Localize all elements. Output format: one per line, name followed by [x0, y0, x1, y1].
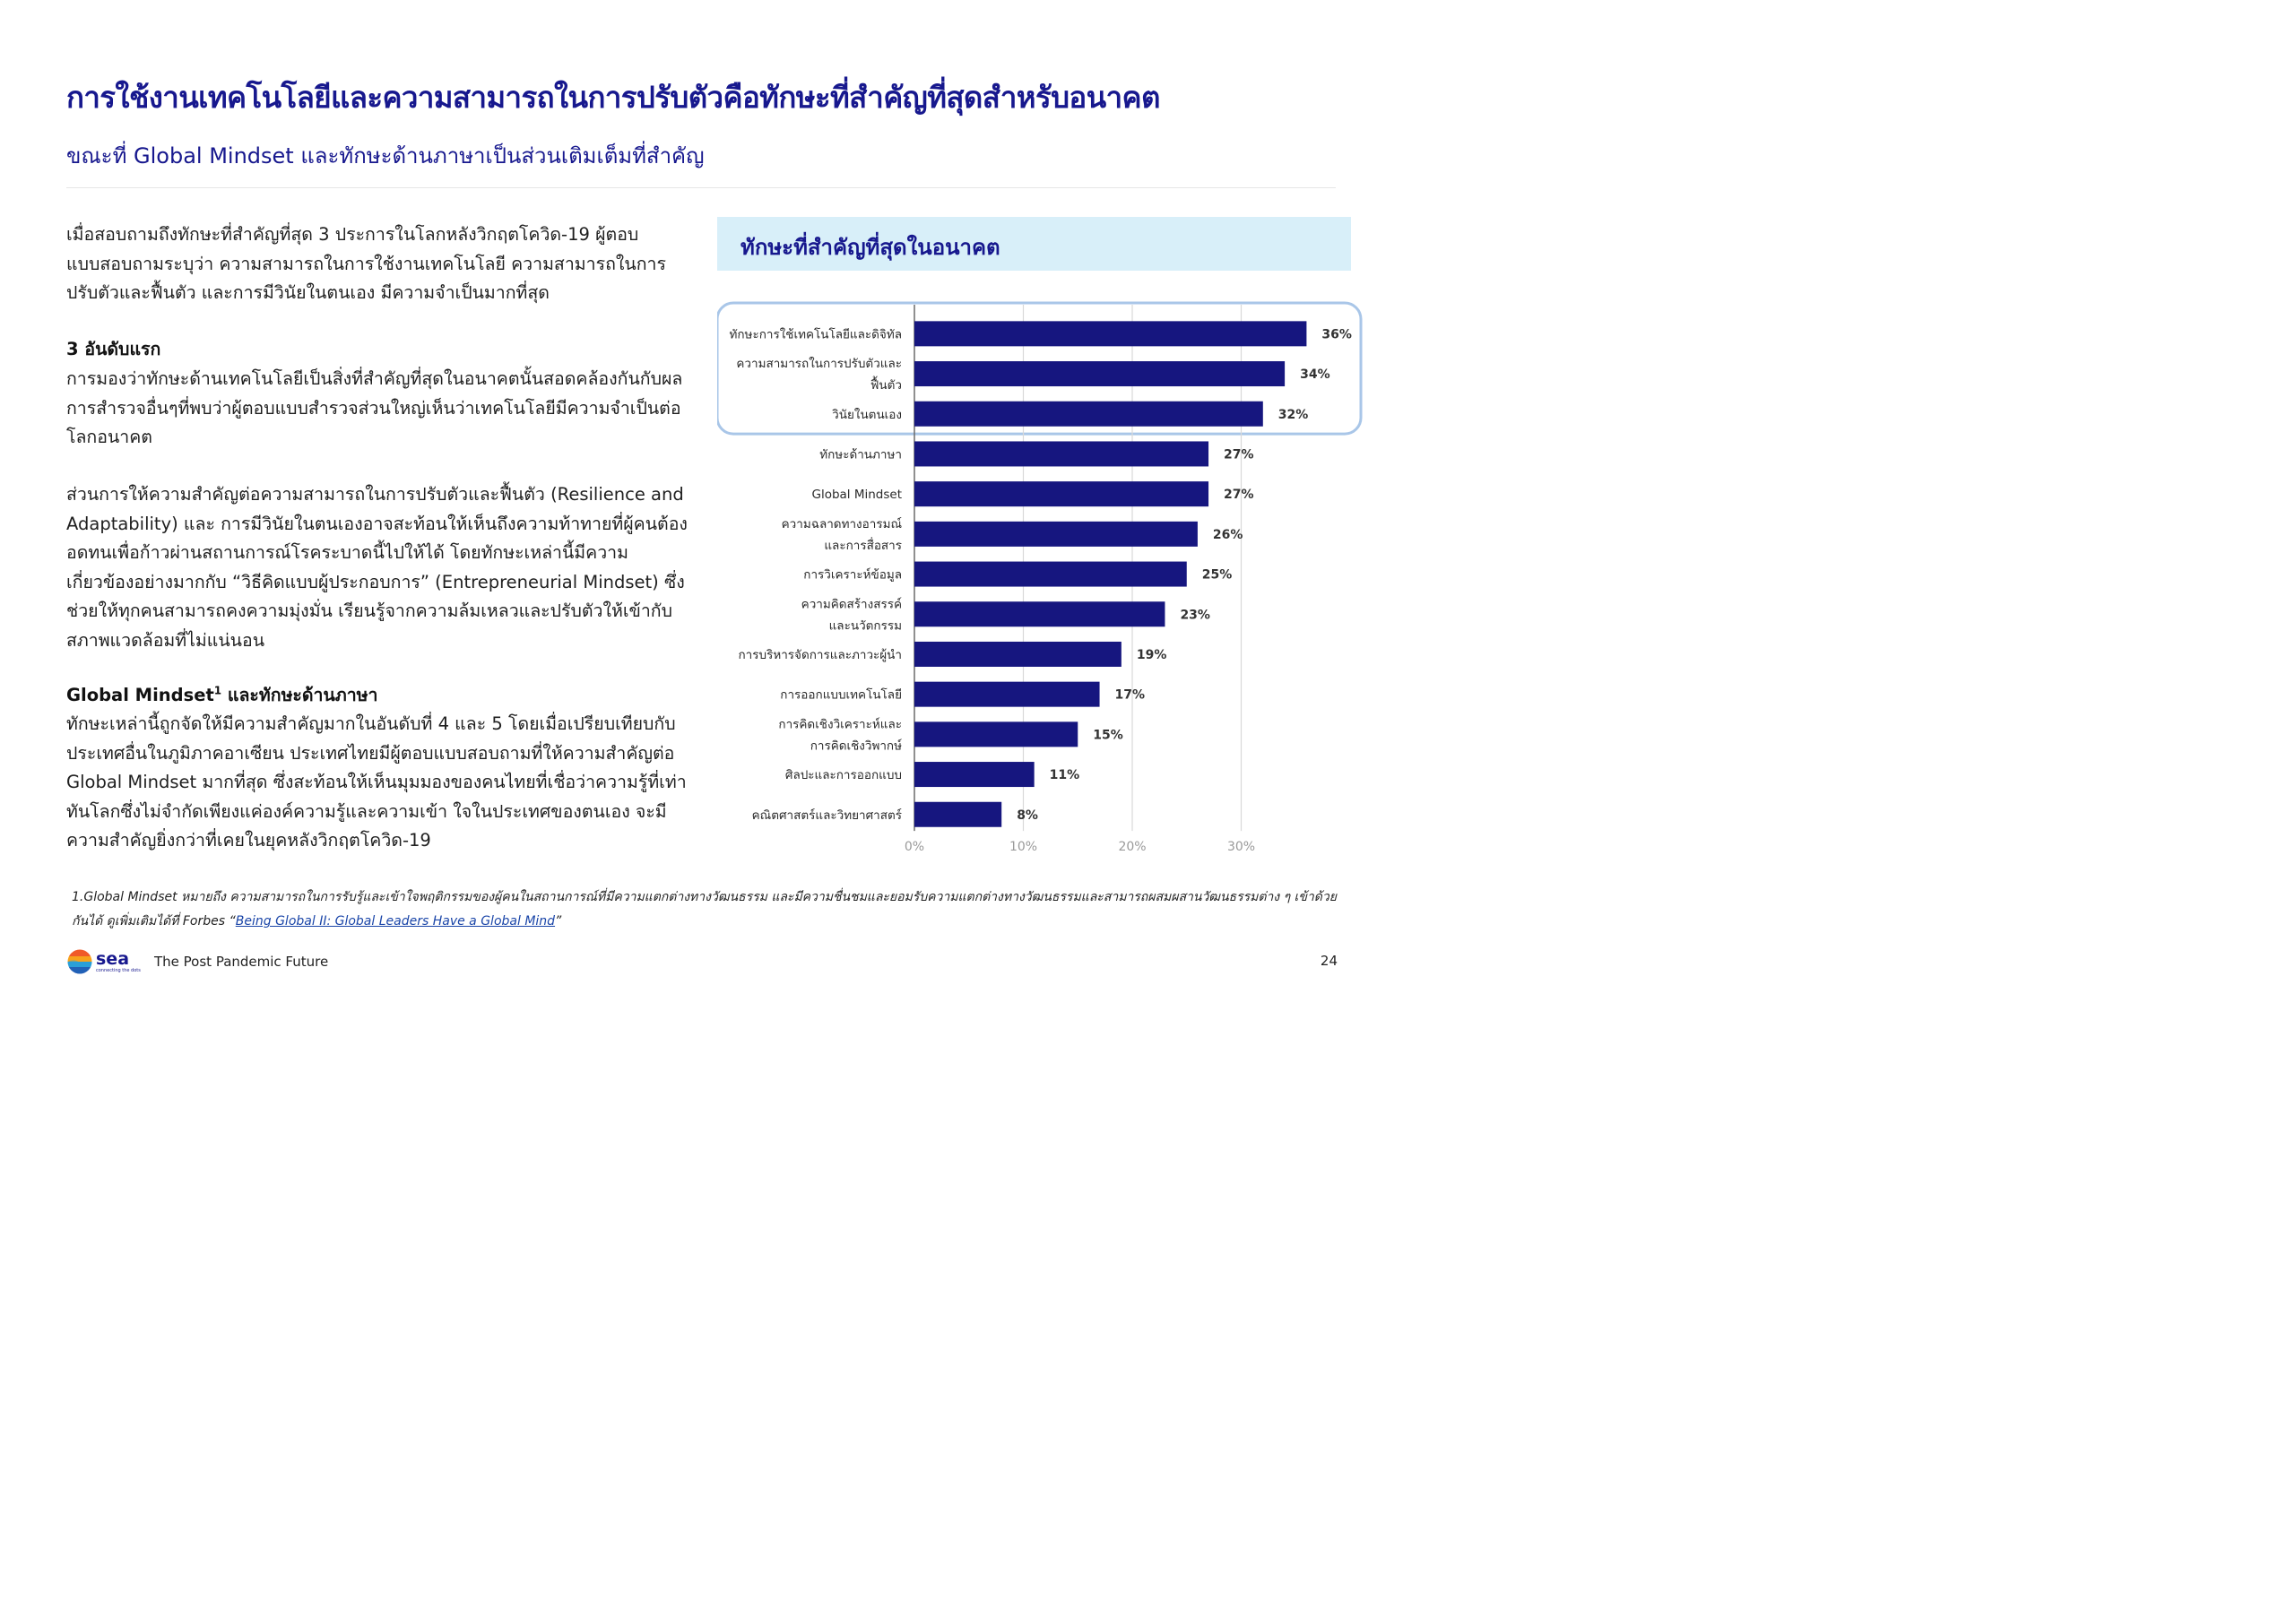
- bar: [914, 682, 1100, 707]
- global-mindset-heading: [66, 681, 377, 709]
- bar: [914, 601, 1165, 626]
- value-label: 27%: [1224, 447, 1254, 462]
- chart-header-box: [717, 217, 1351, 271]
- top3-paragraph: การมองว่าทักษะด้านเทคโนโลยีเป็นสิ่งที่สำคัญที่สุดในอนาคตนั้นสอดคล้องกันกับผลการสำรวจอื่นๆที่พบว่าผู้ตอบแบบสำรวจส่วนใหญ่เห็นว่าเทคโนโลยีมีความจำเป็นต่อโลกอนาคต: [66, 368, 683, 447]
- top3-heading: 3 อันดับแรก: [66, 339, 161, 359]
- x-tick-label: 0%: [904, 840, 925, 855]
- category-label: ความสามารถในการปรับตัวและ: [736, 357, 902, 372]
- footer-title: The Post Pandemic Future: [154, 954, 329, 970]
- bar: [914, 522, 1198, 547]
- footnote-marker: 1: [213, 684, 222, 697]
- bar: [914, 562, 1187, 587]
- category-label: ความคิดสร้างสรรค์: [801, 597, 902, 612]
- resilience-paragraph: ส่วนการให้ความสำคัญต่อความสามารถในการปรับตัวและฟื้นตัว (Resilience and Adaptability) และ การมีวินัยในตนเองอาจสะท้อนให้เห็นถึงความท้าทายที่ผู้คนต้องอดทนเพื่อก้าวผ่านสถานการณ์โรคระบาดนี้ไปให้ได้ โดยทักษะเหล่านี้มีความเกี่ยวข้องอย่างมากกับ “วิธีคิดแบบผู้ประกอบการ” (Entrepreneurial Mindset) ซึ่งช่วยให้ทุกคนสามารถคงความมุ่งมั่น เรียนรู้จากความล้มเหลวและปรับตัวให้เข้ากับสภาพแวดล้อมที่ไม่แน่นอน: [66, 484, 688, 651]
- value-label: 26%: [1212, 527, 1243, 542]
- x-tick-label: 30%: [1226, 840, 1256, 855]
- bar: [914, 642, 1122, 667]
- header-divider: [66, 187, 1336, 188]
- category-label: และการสื่อสาร: [824, 538, 902, 553]
- category-label: ทักษะการใช้เทคโนโลยีและดิจิทัล: [729, 327, 902, 342]
- value-label: 27%: [1224, 488, 1254, 503]
- chart-title: ทักษะที่สำคัญที่สุดในอนาคต: [740, 235, 1000, 260]
- page-title: การใช้งานเทคโนโลยีและความสามารถในการปรับตัวคือทักษะที่สำคัญที่สุดสำหรับอนาคต: [66, 80, 1160, 115]
- category-label: การออกแบบเทคโนโลยี: [780, 687, 902, 703]
- bar: [914, 361, 1285, 386]
- category-label: ศิลปะและการออกแบบ: [784, 768, 902, 783]
- category-label: ฟื้นตัว: [870, 378, 902, 393]
- value-label: 15%: [1093, 728, 1123, 743]
- category-label: การบริหารจัดการและภาวะผู้นำ: [738, 647, 902, 662]
- global-mindset-paragraph: ทักษะเหล่านี้ถูกจัดให้มีความสำคัญมากในอันดับที่ 4 และ 5 โดยเมื่อเปรียบเทียบกับประเทศอื่นในภูมิภาคอาเซียน ประเทศไทยมีผู้ตอบแบบสอบถามที่ให้ความสำคัญต่อ Global Mindset มากที่สุด ซึ่งสะท้อนให้เห็นมุมมองของคนไทยที่เชื่อว่าความรู้ที่เท่าทันโลกซึ่งไม่จำกัดเพียงแค่องค์ความรู้และความเข้า ใจในประเทศของตนเอง จะมีความสำคัญยิ่งกว่าที่เคยในยุคหลังวิกฤตโควิด-19: [66, 713, 687, 851]
- language-skills-heading-text: และทักษะด้านภาษา: [221, 685, 378, 705]
- bar: [914, 321, 1306, 346]
- category-label: วินัยในตนเอง: [832, 407, 902, 422]
- value-label: 34%: [1300, 367, 1330, 383]
- x-tick-label: 10%: [1009, 840, 1038, 855]
- bar: [914, 441, 1208, 466]
- category-label: ความฉลาดทางอารมณ์: [781, 516, 902, 531]
- bar: [914, 481, 1208, 506]
- category-label: การวิเคราะห์ข้อมูล: [803, 567, 902, 583]
- sea-logo: [66, 946, 141, 977]
- category-label: การคิดเชิงวิพากษ์: [810, 739, 902, 754]
- bar: [914, 402, 1263, 427]
- value-label: 8%: [1017, 808, 1038, 823]
- bar: [914, 721, 1078, 747]
- logo-text: sea: [96, 949, 130, 969]
- value-label: 11%: [1049, 768, 1080, 783]
- value-label: 17%: [1114, 687, 1146, 703]
- category-label: Global Mindset: [811, 488, 902, 503]
- skills-bar-chart: [717, 296, 1372, 869]
- global-mindset-heading-text: Global Mindset: [66, 685, 214, 705]
- x-tick-label: 20%: [1118, 840, 1147, 855]
- intro-paragraph: เมื่อสอบถามถึงทักษะที่สำคัญที่สุด 3 ประการในโลกหลังวิกฤตโควิด-19 ผู้ตอบแบบสอบถามระบุว่า ความสามารถในการใช้งานเทคโนโลยี ความสามารถในการปรับตัวและฟื้นตัว และการมีวินัยในตนเอง มีความจำเป็นมากที่สุด: [66, 224, 666, 303]
- category-label: และนวัตกรรม: [828, 618, 902, 634]
- page-subtitle: ขณะที่ Global Mindset และทักษะด้านภาษาเป็นส่วนเติมเต็มที่สำคัญ: [66, 143, 705, 168]
- footnote-end: ”: [555, 914, 562, 929]
- category-label: ทักษะด้านภาษา: [819, 447, 902, 462]
- value-label: 25%: [1201, 567, 1233, 583]
- footnote-text: 1.Global Mindset หมายถึง ความสามารถในการรับรู้และเข้าใจพฤติกรรมของผู้คนในสถานการณ์ที่มีความแตกต่างทางวัฒนธรรม และมีความชื่นชมและยอมรับความแตกต่างทางวัฒนธรรมและสามารถผสมผสานวัฒนธรรมต่าง ๆ เข้าด้วยกันได้ ดูเพิ่มเติมได้ที่ Forbes “: [72, 890, 1337, 929]
- bar: [914, 802, 1001, 827]
- value-label: 32%: [1277, 407, 1309, 422]
- category-label: การคิดเชิงวิเคราะห์และ: [778, 717, 902, 732]
- value-label: 19%: [1136, 647, 1167, 662]
- value-label: 36%: [1321, 327, 1352, 342]
- bar: [914, 762, 1035, 787]
- logo-tagline: connecting the dots: [96, 968, 141, 973]
- footnote: [72, 885, 1345, 934]
- category-label: คณิตศาสตร์และวิทยาศาสตร์: [751, 808, 902, 823]
- sea-logo-icon: [66, 948, 93, 975]
- value-label: 23%: [1180, 608, 1210, 623]
- page-number: 24: [1320, 953, 1338, 969]
- forbes-link[interactable]: Being Global II: Global Leaders Have a Global Mind: [235, 914, 556, 929]
- chart-svg: [717, 296, 1372, 869]
